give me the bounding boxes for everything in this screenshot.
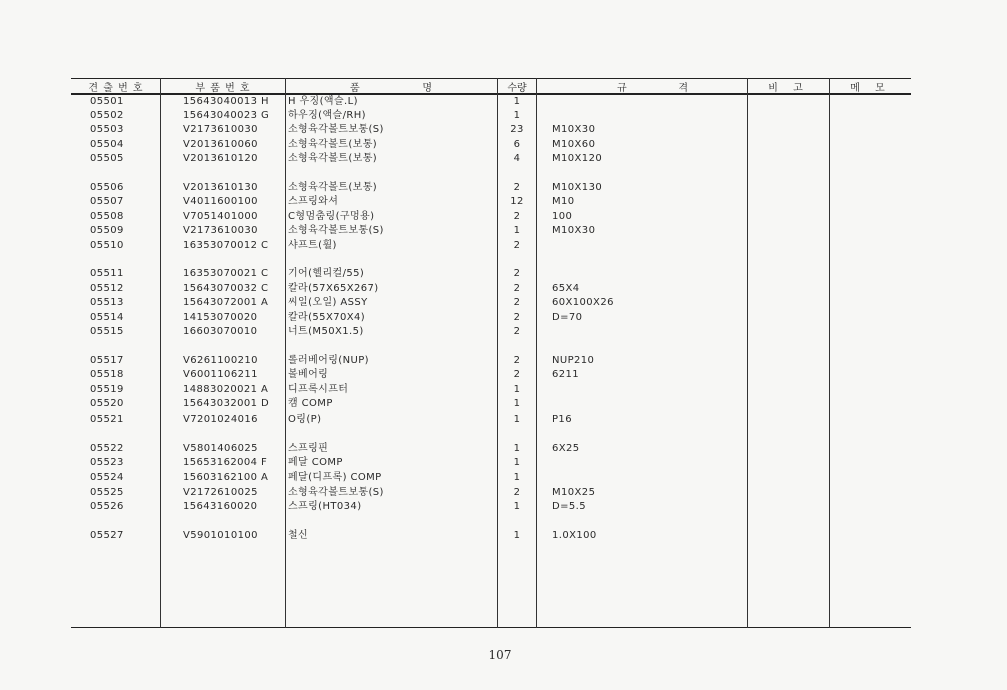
index-no-cell: 05513 [90, 297, 124, 308]
specification-cell: M10X30 [552, 225, 596, 236]
quantity-cell: 1 [513, 443, 521, 454]
specification-cell: M10X120 [552, 153, 603, 164]
part-number-cell: V5801406025 [183, 443, 258, 454]
quantity-cell: 23 [510, 124, 524, 135]
specification-cell: M10 [552, 196, 575, 207]
part-number-cell: 16603070010 [183, 326, 258, 337]
part-number-cell: V2173610030 [183, 225, 258, 236]
header-remark: 비 고 [768, 82, 809, 94]
part-number-cell: V2013610060 [183, 139, 258, 150]
part-number-cell: 15603162100 A [183, 472, 269, 483]
index-no-cell: 05503 [90, 124, 124, 135]
page-number: 107 [488, 648, 512, 662]
quantity-cell: 2 [513, 182, 521, 193]
quantity-cell: 1 [513, 96, 521, 107]
quantity-cell: 2 [513, 487, 521, 498]
part-number-cell: 15643032001 D [183, 398, 270, 409]
part-name-cell: 소형육각볼트(보통) [288, 182, 378, 193]
column-divider [497, 78, 498, 628]
specification-cell: 60X100X26 [552, 297, 614, 308]
part-name-cell: 기어(헬리컬/55) [288, 268, 365, 279]
quantity-cell: 4 [513, 153, 521, 164]
index-no-cell: 05524 [90, 472, 124, 483]
specification-cell: P16 [552, 414, 572, 425]
quantity-cell: 2 [513, 312, 521, 323]
specification-cell: M10X60 [552, 139, 596, 150]
part-number-cell: V2013610130 [183, 182, 258, 193]
specification-cell: D=5.5 [552, 501, 586, 512]
index-no-cell: 05523 [90, 457, 124, 468]
index-no-cell: 05518 [90, 369, 124, 380]
part-number-cell: V7201024016 [183, 414, 258, 425]
index-no-cell: 05508 [90, 211, 124, 222]
quantity-cell: 2 [513, 211, 521, 222]
part-number-cell: 14153070020 [183, 312, 258, 323]
index-no-cell: 05526 [90, 501, 124, 512]
specification-cell: M10X25 [552, 487, 596, 498]
header-part-name [286, 79, 497, 93]
part-name-cell: 소형육각볼트보통(S) [288, 124, 384, 135]
header-quantity: 수량 [507, 82, 527, 94]
index-no-cell: 05504 [90, 139, 124, 150]
quantity-cell: 1 [513, 457, 521, 468]
index-no-cell: 05507 [90, 196, 124, 207]
part-number-cell: 15643040013 H [183, 96, 269, 107]
part-number-cell: V6261100210 [183, 355, 258, 366]
part-name-cell: 칼라(57X65X267) [288, 283, 379, 294]
specification-cell: 100 [552, 211, 573, 222]
header-part-name-a: 품 [350, 82, 361, 94]
column-divider [285, 78, 286, 628]
index-no-cell: 05522 [90, 443, 124, 454]
part-name-cell: 롤러베어링(NUP) [288, 355, 369, 366]
part-name-cell: 소형육각볼트보통(S) [288, 225, 384, 236]
index-no-cell: 05520 [90, 398, 124, 409]
part-name-cell: 철신 [288, 530, 309, 541]
index-no-cell: 05519 [90, 384, 124, 395]
quantity-cell: 1 [513, 530, 521, 541]
part-number-cell: V6001106211 [183, 369, 258, 380]
quantity-cell: 1 [513, 110, 521, 121]
specification-cell: D=70 [552, 312, 583, 323]
header-spec [537, 79, 747, 93]
part-name-cell: 스프링와셔 [288, 196, 339, 207]
part-name-cell: H 우징(액슬.L) [288, 96, 358, 107]
specification-cell: 65X4 [552, 283, 580, 294]
quantity-cell: 1 [513, 501, 521, 512]
part-name-cell: C형멈춤링(구멍용) [288, 211, 375, 222]
index-no-cell: 05512 [90, 283, 124, 294]
part-name-cell: 소형육각볼트(보통) [288, 153, 378, 164]
quantity-cell: 1 [513, 398, 521, 409]
part-number-cell: V4011600100 [183, 196, 258, 207]
index-no-cell: 05527 [90, 530, 124, 541]
quantity-cell: 2 [513, 297, 521, 308]
part-name-cell: O링(P) [288, 414, 322, 425]
column-divider [747, 78, 748, 628]
quantity-cell: 2 [513, 355, 521, 366]
specification-cell: 1.0X100 [552, 530, 597, 541]
part-name-cell: 스프링핀 [288, 443, 329, 454]
part-name-cell: 볼베어링 [288, 369, 329, 380]
index-no-cell: 05517 [90, 355, 124, 366]
part-name-cell: 캠 COMP [288, 398, 333, 409]
quantity-cell: 2 [513, 240, 521, 251]
part-number-cell: 16353070012 C [183, 240, 269, 251]
quantity-cell: 2 [513, 369, 521, 380]
quantity-cell: 12 [510, 196, 524, 207]
index-no-cell: 05525 [90, 487, 124, 498]
part-name-cell: 디프록시프터 [288, 384, 349, 395]
header-spec-a: 규 [617, 82, 628, 94]
quantity-cell: 1 [513, 472, 521, 483]
part-name-cell: 너트(M50X1.5) [288, 326, 364, 337]
part-number-cell: 14883020021 A [183, 384, 269, 395]
index-no-cell: 05515 [90, 326, 124, 337]
part-name-cell: 스프링(HT034) [288, 501, 362, 512]
part-name-cell: 페달 COMP [288, 457, 343, 468]
part-number-cell: 15643070032 C [183, 283, 269, 294]
index-no-cell: 05521 [90, 414, 124, 425]
part-name-cell: 소형육각볼트(보통) [288, 139, 378, 150]
quantity-cell: 2 [513, 283, 521, 294]
index-no-cell: 05505 [90, 153, 124, 164]
header-index-no: 견 출 번 호 [88, 82, 144, 94]
part-number-cell: 15653162004 F [183, 457, 268, 468]
part-number-cell: 15643072001 A [183, 297, 269, 308]
specification-cell: M10X130 [552, 182, 603, 193]
specification-cell: NUP210 [552, 355, 595, 366]
quantity-cell: 2 [513, 268, 521, 279]
part-name-cell: 씨일(오일) ASSY [288, 297, 368, 308]
part-name-cell: 샤프트(휠) [288, 240, 337, 251]
quantity-cell: 6 [513, 139, 521, 150]
index-no-cell: 05509 [90, 225, 124, 236]
quantity-cell: 1 [513, 414, 521, 425]
part-number-cell: V5901010100 [183, 530, 258, 541]
part-number-cell: V2173610030 [183, 124, 258, 135]
specification-cell: 6X25 [552, 443, 580, 454]
table-bottom-rule [71, 627, 911, 628]
part-number-cell: V2172610025 [183, 487, 258, 498]
part-number-cell: V2013610120 [183, 153, 258, 164]
header-part-no: 부 품 번 호 [195, 82, 251, 94]
index-no-cell: 05502 [90, 110, 124, 121]
column-divider [536, 78, 537, 628]
header-spec-b: 격 [678, 82, 689, 94]
index-no-cell: 05511 [90, 268, 124, 279]
index-no-cell: 05514 [90, 312, 124, 323]
index-no-cell: 05501 [90, 96, 124, 107]
specification-cell: 6211 [552, 369, 580, 380]
part-number-cell: 16353070021 C [183, 268, 269, 279]
header-part-name-b: 명 [422, 82, 433, 94]
part-name-cell: 하우징(액슬/RH) [288, 110, 366, 121]
header-memo: 메 모 [850, 82, 891, 94]
quantity-cell: 2 [513, 326, 521, 337]
part-name-cell: 소형육각볼트보통(S) [288, 487, 384, 498]
index-no-cell: 05506 [90, 182, 124, 193]
part-number-cell: V7051401000 [183, 211, 258, 222]
quantity-cell: 1 [513, 384, 521, 395]
part-name-cell: 칼라(55X70X4) [288, 312, 366, 323]
part-number-cell: 15643160020 [183, 501, 258, 512]
column-divider [829, 78, 830, 628]
column-divider [160, 78, 161, 628]
index-no-cell: 05510 [90, 240, 124, 251]
quantity-cell: 1 [513, 225, 521, 236]
part-number-cell: 15643040023 G [183, 110, 270, 121]
part-name-cell: 페달(디프록) COMP [288, 472, 382, 483]
specification-cell: M10X30 [552, 124, 596, 135]
